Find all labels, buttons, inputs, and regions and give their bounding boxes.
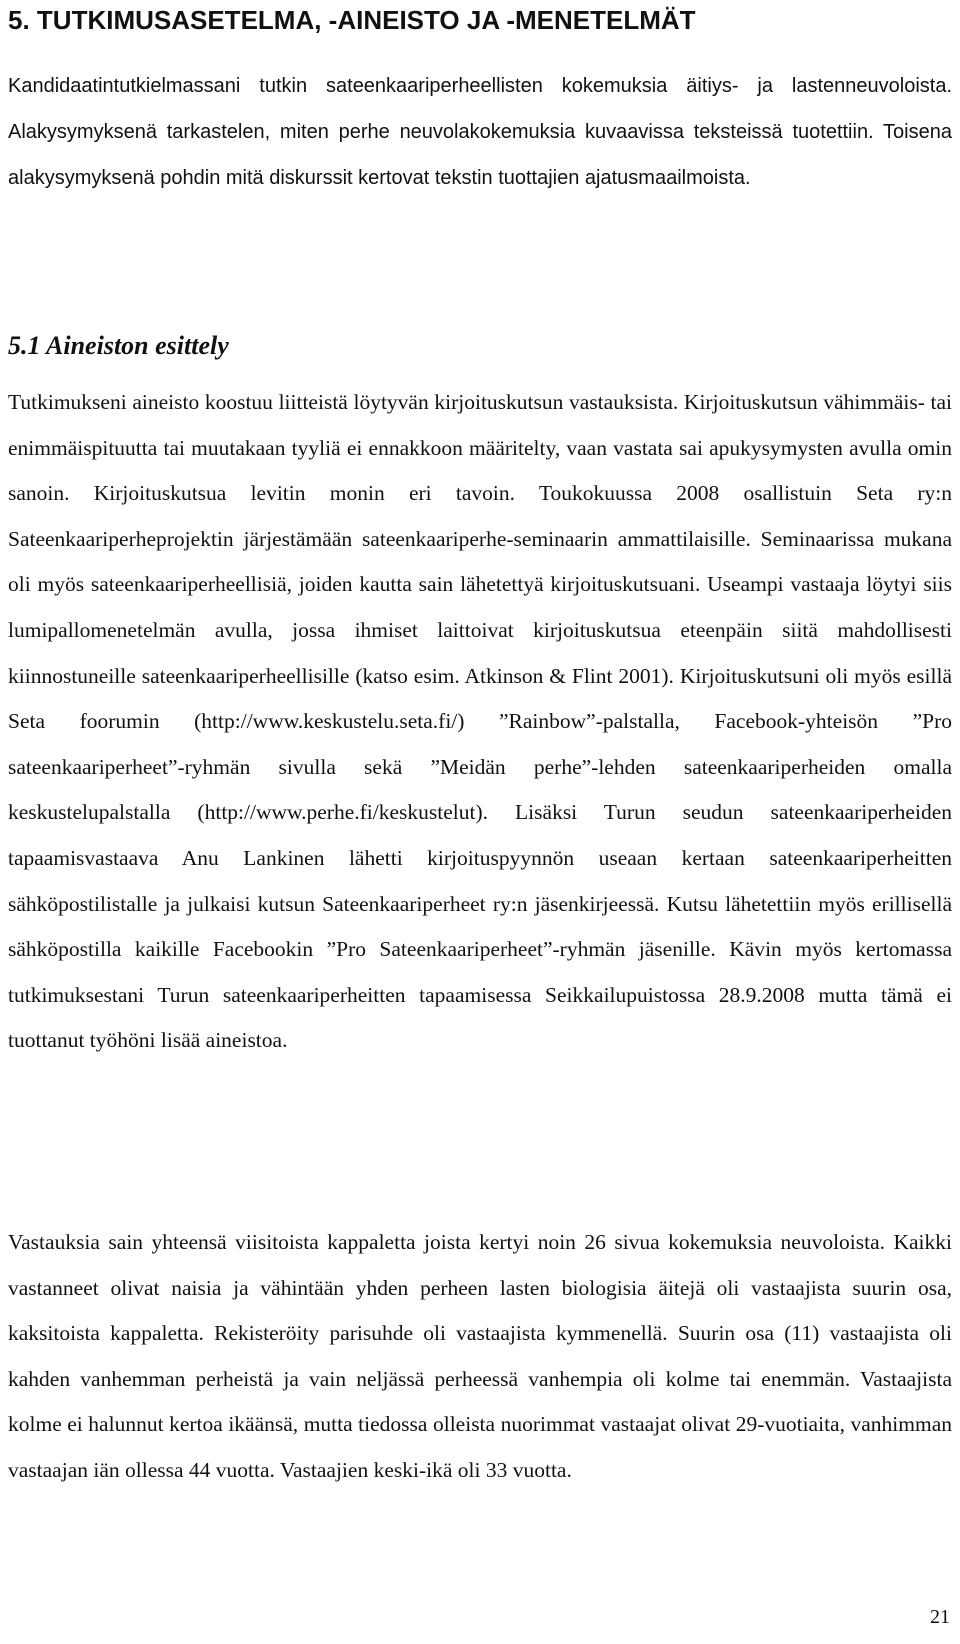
chapter-intro-paragraph: Kandidaatintutkielmassani tutkin sateenkaariperheellisten kokemuksia äitiys- ja lastenneuvoloista. Alakysymyksenä tarkastelen, miten perhe neuvolakokemuksia kuvaavissa teksteissä tuotettiin. Toisena alakysymyksenä pohdin mitä diskurssit kertovat tekstin tuottajien ajatusmaailmoista. (8, 75, 952, 189)
section-title: 5.1 Aineiston esittely (8, 331, 229, 360)
page-number: 21 (930, 1606, 950, 1628)
section-paragraph-1: Tutkimukseni aineisto koostuu liitteistä löytyvän kirjoituskutsun vastauksista. Kirjoituskutsun vähimmäis- tai enimmäispituutta tai muutakaan tyyliä ei ennakkoon määritelty, vaan vastata sai apukysymysten avulla omin sanoin. Kirjoituskutsua levitin monin eri tavoin. Toukokuussa 2008 osallistuin Seta ry:n Sateenkaariperheprojektin järjestämään sateenkaariperhe-seminaarin ammattilaisille. Seminaarissa mukana oli myös sateenkaariperheellisiä, joiden kautta sain lähetettyä kirjoituskutsuani. Useampi vastaaja löytyi siis lumipallomenetelmän avulla, jossa ihmiset laittoivat kirjoituskutsua eteenpäin siitä mahdollisesti kiinnostuneille sateenkaariperheellisille (katso esim. Atkinson & Flint 2001). Kirjoituskutsuni oli myös esillä Seta foorumin (http://www.keskustelu.seta.fi/) ”Rainbow”-palstalla, Facebook-yhteisön ”Pro sateenkaariperheet”-ryhmän sivulla sekä ”Meidän perhe”-lehden sateenkaariperheiden omalla keskustelupalstalla (http://www.perhe.fi/keskustelut). Lisäksi Turun seudun sateenkaariperheiden tapaamisvastaava Anu Lankinen lähetti kirjoituspyynnön useaan kertaan sateenkaariperheitten sähköpostilistalle ja julkaisi kutsun Sateenkaariperheet ry:n jäsenkirjeessä. Kutsu lähetettiin myös erillisellä sähköpostilla kaikille Facebookin ”Pro Sateenkaariperheet”-ryhmän jäsenille. Kävin myös kertomassa tutkimuksestani Turun sateenkaariperheitten tapaamisessa Seikkailupuistossa 28.9.2008 mutta tämä ei tuottanut työhöni lisää aineistoa. (8, 390, 952, 1053)
chapter-title: 5. TUTKIMUSASETELMA, -AINEISTO JA -MENETELMÄT (8, 5, 696, 35)
section-paragraph-2: Vastauksia sain yhteensä viisitoista kappaletta joista kertyi noin 26 sivua kokemuksia neuvoloista. Kaikki vastanneet olivat naisia ja vähintään yhden perheen lasten biologisia äitejä oli vastaajista suurin osa, kaksitoista kappaletta. Rekisteröity parisuhde oli vastaajista kymmenellä. Suurin osa (11) vastaajista oli kahden vanhemman perheistä ja vain neljässä perheessä vanhempia oli kolme tai enemmän. Vastaajista kolme ei halunnut kertoa ikäänsä, mutta tiedossa olleista nuorimmat vastaajat olivat 29-vuotiaita, vanhimman vastaajan iän ollessa 44 vuotta. Vastaajien keski-ikä oli 33 vuotta. (8, 1230, 952, 1482)
